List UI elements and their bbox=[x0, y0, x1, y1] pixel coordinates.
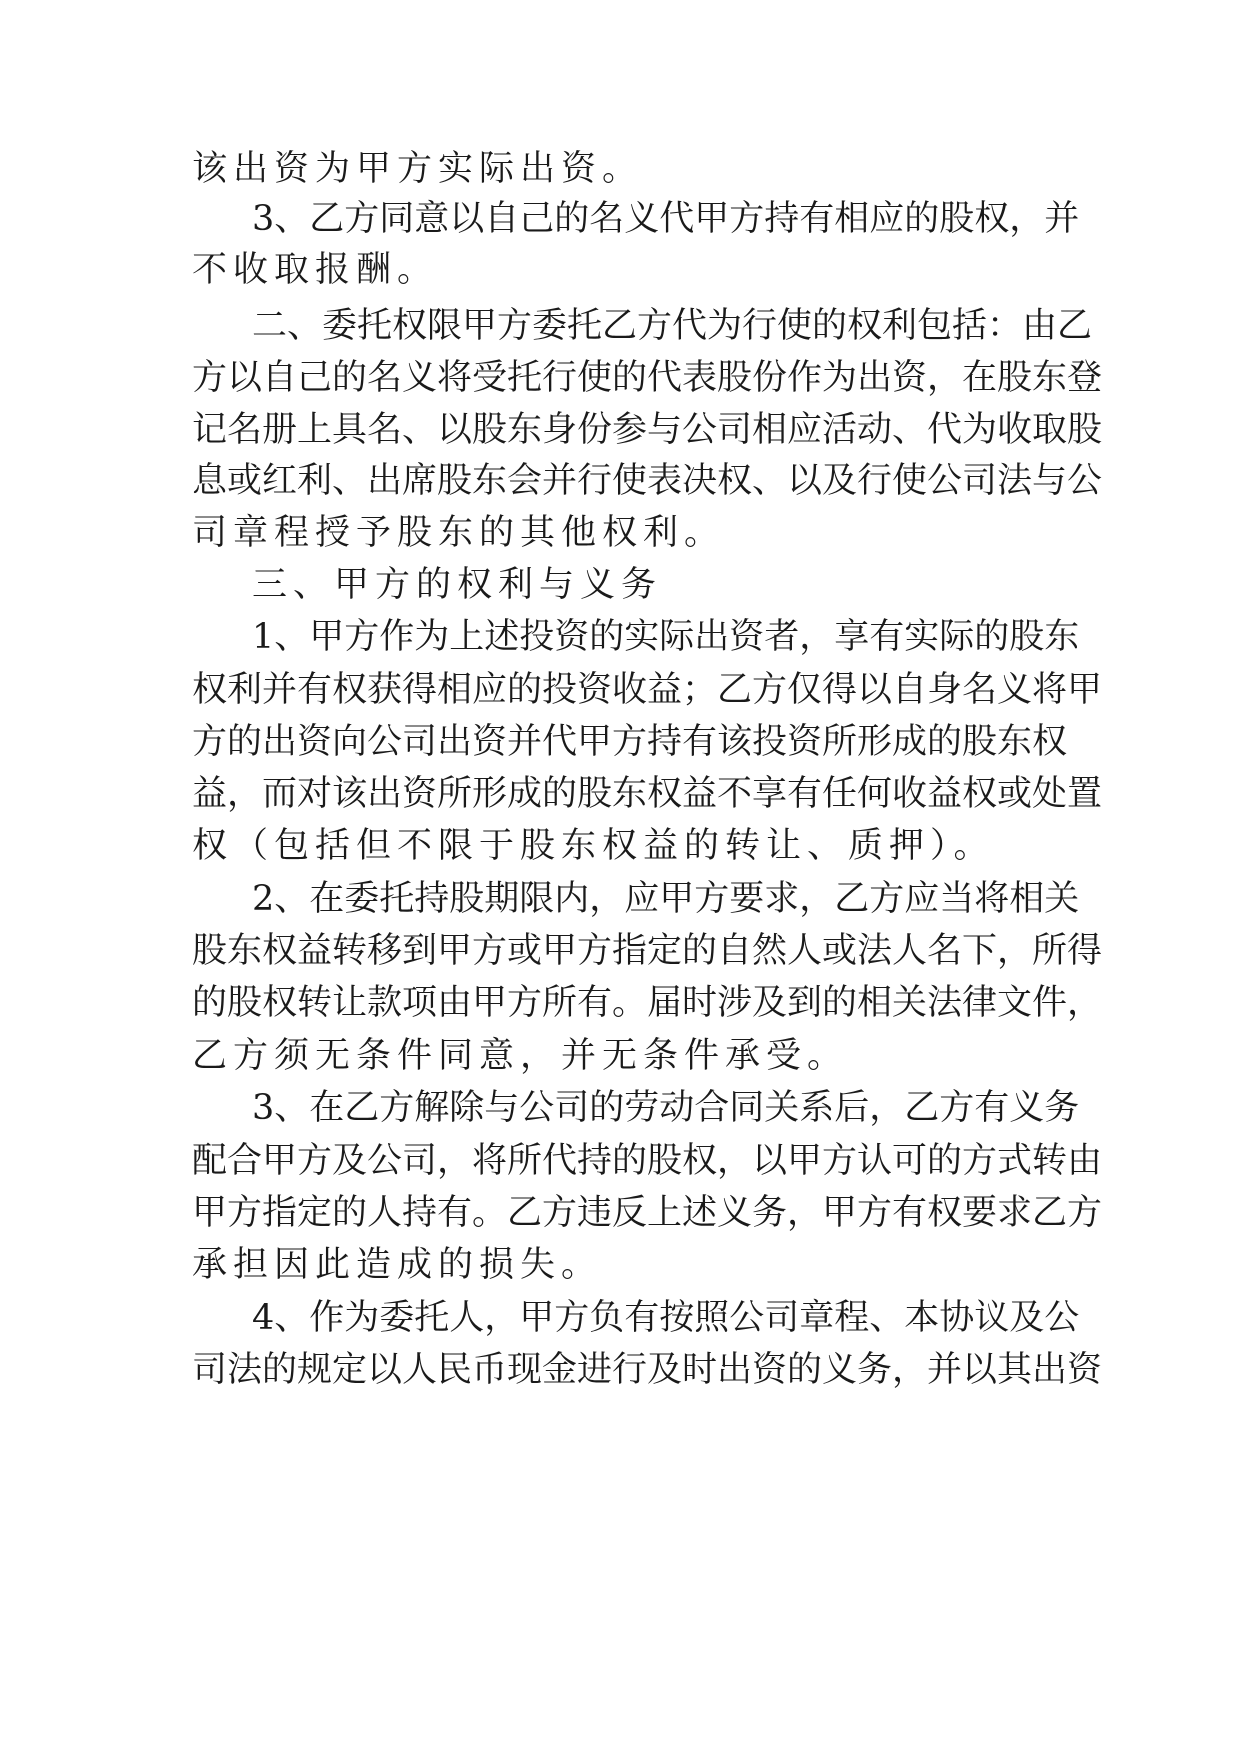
text-line-14: 权（包括但不限于股东权益的转让、质押）。 bbox=[192, 826, 995, 866]
text-line-21: 甲方指定的人持有。乙方违反上述义务，甲方有权要求乙方 bbox=[192, 1193, 1103, 1233]
text-line-11: 权利并有权获得相应的投资收益；乙方仅得以自身名义将甲 bbox=[192, 670, 1103, 710]
text-line-1: 该出资为甲方实际出资。 bbox=[192, 149, 644, 189]
text-line-2: 3、乙方同意以自己的名义代甲方持有相应的股权，并 bbox=[252, 199, 1080, 239]
text-line-13: 益，而对该出资所形成的股东权益不享有任何收益权或处置 bbox=[192, 774, 1103, 814]
text-line-3: 不收取报酬。 bbox=[192, 250, 439, 290]
text-line-9: 三、甲方的权利与义务 bbox=[252, 565, 663, 605]
text-line-12: 方的出资向公司出资并代甲方持有该投资所形成的股东权 bbox=[192, 722, 1068, 762]
text-line-17: 的股权转让款项由甲方所有。届时涉及到的相关法律文件， bbox=[192, 983, 1103, 1023]
text-line-16: 股东权益转移到甲方或甲方指定的自然人或法人名下，所得 bbox=[192, 931, 1103, 971]
text-line-15: 2、在委托持股期限内，应甲方要求，乙方应当将相关 bbox=[252, 879, 1080, 919]
text-line-7: 息或红利、出席股东会并行使表决权、以及行使公司法与公 bbox=[192, 461, 1103, 501]
text-line-6: 记名册上具名、以股东身份参与公司相应活动、代为收取股 bbox=[192, 410, 1103, 450]
text-line-22: 承担因此造成的损失。 bbox=[192, 1245, 603, 1285]
text-line-18: 乙方须无条件同意，并无条件承受。 bbox=[192, 1036, 849, 1076]
text-line-24: 司法的规定以人民币现金进行及时出资的义务，并以其出资 bbox=[192, 1350, 1103, 1390]
text-line-5: 方以自己的名义将受托行使的代表股份作为出资，在股东登 bbox=[192, 358, 1103, 398]
text-line-23: 4、作为委托人，甲方负有按照公司章程、本协议及公 bbox=[252, 1298, 1080, 1338]
text-line-4: 二、委托权限甲方委托乙方代为行使的权利包括：由乙 bbox=[252, 306, 1093, 346]
text-line-19: 3、在乙方解除与公司的劳动合同关系后，乙方有义务 bbox=[252, 1088, 1080, 1128]
text-line-10: 1、甲方作为上述投资的实际出资者，享有实际的股东 bbox=[252, 617, 1080, 657]
text-line-20: 配合甲方及公司，将所代持的股权，以甲方认可的方式转由 bbox=[192, 1141, 1103, 1181]
text-line-8: 司章程授予股东的其他权利。 bbox=[192, 513, 726, 553]
